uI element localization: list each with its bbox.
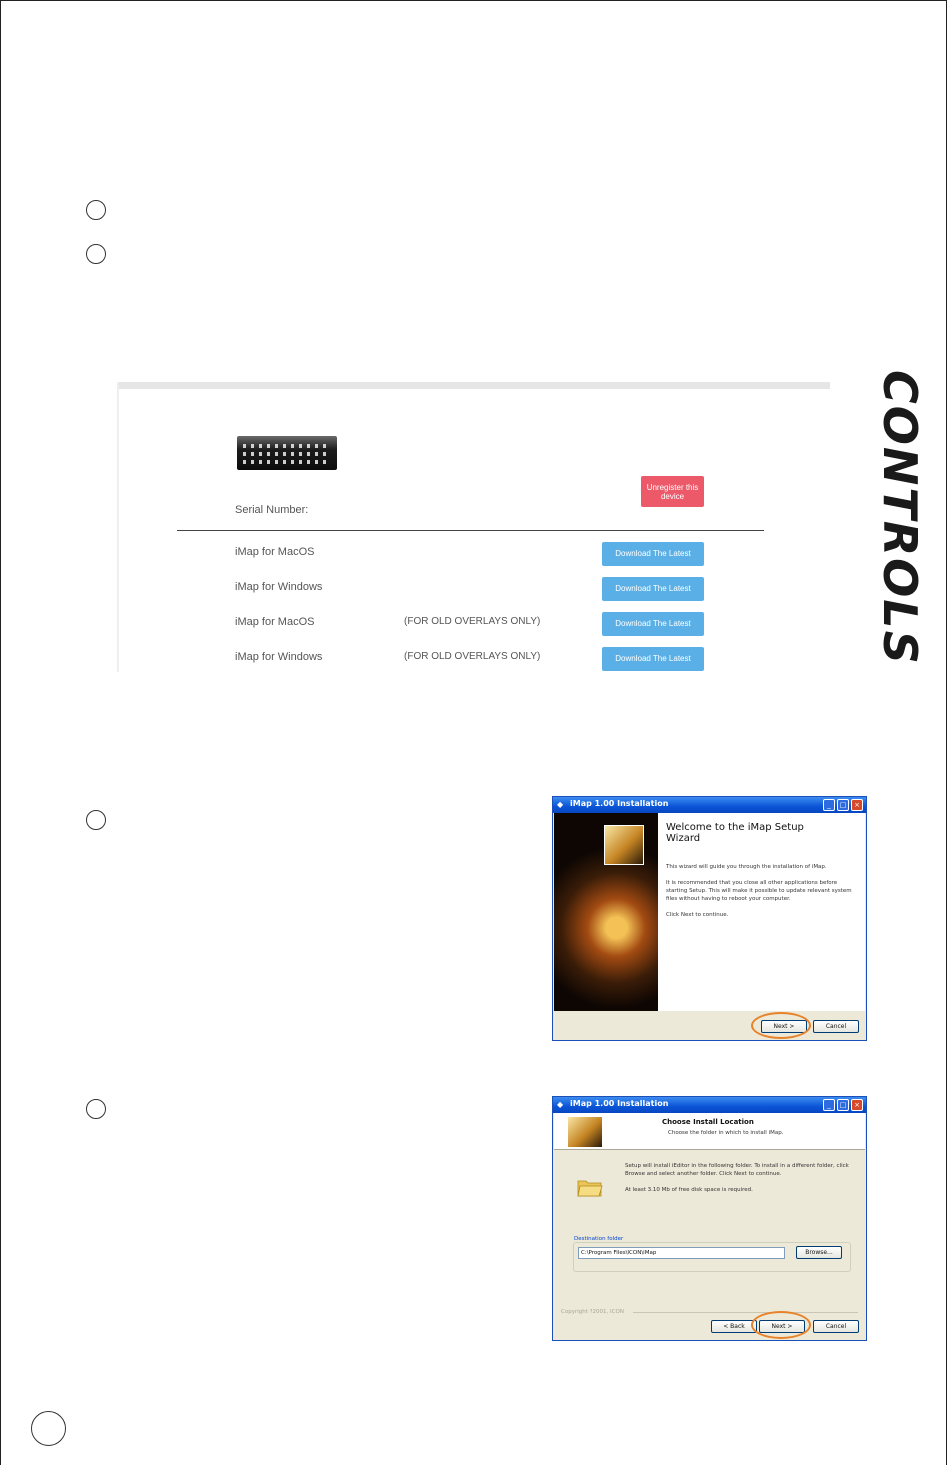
wizard-cd-image: [554, 813, 658, 1011]
cancel-button[interactable]: Cancel: [813, 1020, 859, 1033]
wizard-content: [658, 813, 865, 1011]
wizard-intro-text: This wizard will guide you through the installation of iMap.: [666, 864, 827, 870]
header-cd-image: [568, 1117, 602, 1147]
device-image: [237, 436, 337, 470]
destination-label: Destination folder: [574, 1236, 624, 1242]
panel-divider: [177, 530, 764, 531]
download-name: iMap for Windows: [235, 651, 323, 663]
minimize-icon[interactable]: _: [823, 1099, 835, 1111]
dialog-titlebar: [553, 1097, 866, 1113]
disk-space-text: At least 3.10 Mb of free disk space is required.: [625, 1187, 753, 1193]
maximize-icon[interactable]: □: [837, 799, 849, 811]
step-marker-1: [86, 200, 106, 220]
download-latest-button[interactable]: Download The Latest: [602, 647, 704, 671]
install-location-dialog: [552, 1096, 867, 1341]
header-subtitle: Choose the folder in which to install iMap.: [668, 1130, 784, 1136]
download-row-windows-old: [117, 647, 830, 671]
serial-number-label: Serial Number:: [235, 504, 309, 516]
next-button[interactable]: Next >: [761, 1020, 807, 1033]
download-latest-button[interactable]: Download The Latest: [602, 577, 704, 601]
destination-folder-input[interactable]: C:\Program Files\ICON\iMap: [578, 1247, 785, 1259]
step-marker-4: [86, 1099, 106, 1119]
wizard-continue-text: Click Next to continue.: [666, 912, 729, 918]
download-name: iMap for MacOS: [235, 546, 315, 558]
download-latest-button[interactable]: Download The Latest: [602, 542, 704, 566]
wizard-thumb-image: [604, 825, 644, 865]
dialog-titlebar: [553, 797, 866, 813]
dialog-title: iMap 1.00 Installation: [570, 1099, 669, 1108]
download-latest-button[interactable]: Download The Latest: [602, 612, 704, 636]
installer-icon: ◆: [557, 1100, 564, 1109]
next-highlight-ring: [751, 1012, 811, 1039]
close-icon[interactable]: ×: [851, 799, 863, 811]
download-row-macos-old: [117, 612, 830, 636]
close-icon[interactable]: ×: [851, 1099, 863, 1111]
browse-button[interactable]: Browse...: [796, 1246, 842, 1259]
copyright-divider: [633, 1312, 858, 1313]
wizard-heading: Welcome to the iMap Setup Wizard: [666, 822, 804, 844]
welcome-setup-dialog: [552, 796, 867, 1041]
next-button[interactable]: Next >: [759, 1320, 805, 1333]
maximize-icon[interactable]: □: [837, 1099, 849, 1111]
install-folder-text: Setup will install iEditor in the following folder. To install in a different folder, click Browse and select another folder. Click Next to continue.: [625, 1163, 849, 1177]
dialog-header: [554, 1113, 865, 1150]
wizard-recommend-text: It is recommended that you close all other applications before starting Setup. This will make it possible to update relevant system files without having to reboot your computer.: [666, 880, 852, 902]
download-note: (FOR OLD OVERLAYS ONLY): [404, 616, 541, 627]
download-name: iMap for Windows: [235, 581, 323, 593]
controls-side-title: CONTROLS: [873, 370, 927, 666]
panel-top-bar: [117, 382, 830, 389]
next-highlight-ring: [751, 1311, 811, 1339]
back-button[interactable]: < Back: [711, 1320, 757, 1333]
copyright-text: Copyright ?2001, ICON: [561, 1309, 624, 1315]
unregister-device-button[interactable]: Unregister this device: [641, 476, 704, 507]
minimize-icon[interactable]: _: [823, 799, 835, 811]
cancel-button[interactable]: Cancel: [813, 1320, 859, 1333]
device-keys: [243, 440, 331, 464]
page-number-marker: [31, 1411, 66, 1446]
download-note: (FOR OLD OVERLAYS ONLY): [404, 651, 541, 662]
step-marker-2: [86, 244, 106, 264]
download-name: iMap for MacOS: [235, 616, 315, 628]
header-title: Choose Install Location: [662, 1118, 754, 1126]
folder-icon: [577, 1177, 603, 1197]
download-row-windows: [117, 577, 830, 601]
download-row-macos: [117, 542, 830, 566]
dialog-title: iMap 1.00 Installation: [570, 799, 669, 808]
installer-icon: ◆: [557, 800, 564, 809]
step-marker-3: [86, 810, 106, 830]
download-panel: [117, 382, 830, 672]
